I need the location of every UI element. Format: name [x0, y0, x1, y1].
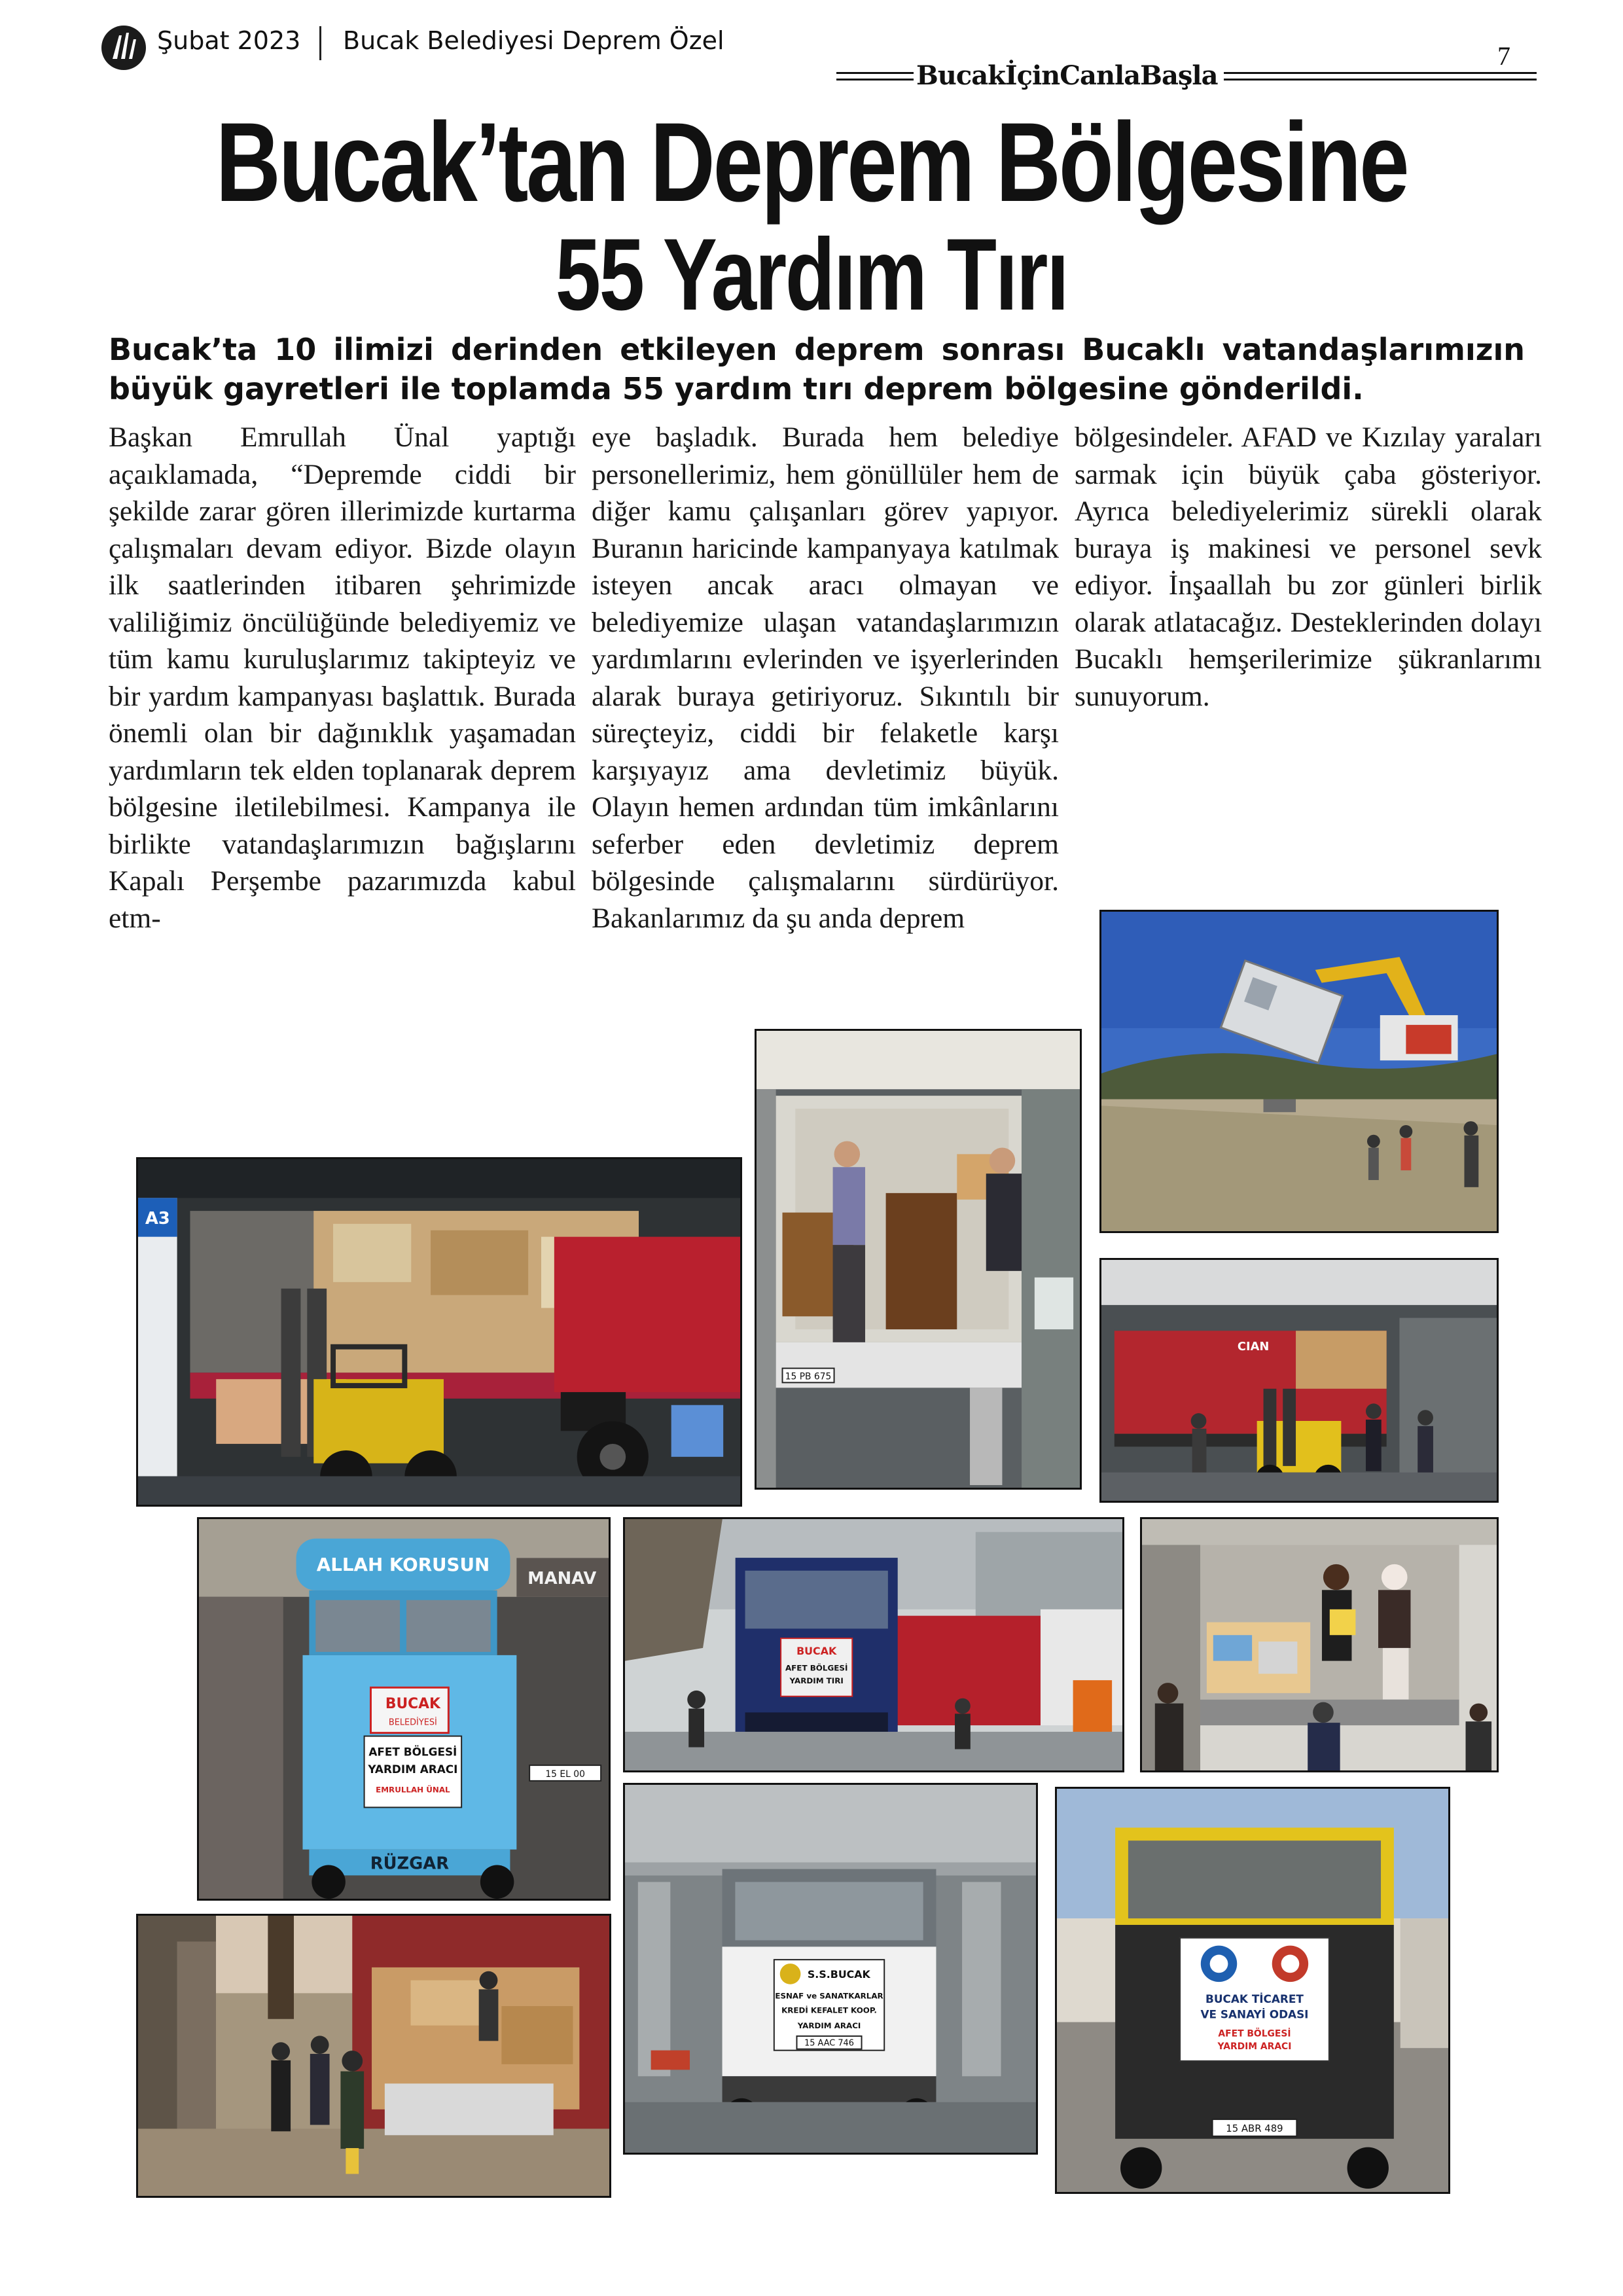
headline-line-2: 55 Yardım Tırı	[555, 218, 1068, 332]
photo-forklift-truck	[136, 1157, 742, 1507]
photo-cooperative-truck	[623, 1783, 1038, 2155]
photo-banner-text: AFET BÖLGESİ	[785, 1663, 848, 1673]
lead-paragraph: Bucak’ta 10 ilimizi derinden etkileyen deprem sonrası Bucaklı vatandaşlarımızın büyük gayretleri ile toplamda 55 yardım tırı deprem bölgesine gönderildi.	[109, 332, 1525, 406]
body-column-3: bölgesindeler. AFAD ve Kızılay yaraları sarmak için büyük çaba gösteriyor. Ayrıca belediyelerimiz sürekli olarak buraya iş makinesi ve personel sevk ediyor. İnşaallah bu zor günleri birlik olarak atlatacağız. Desteklerinden dolayı Bucaklı hemşerilerimize şükranlarımı sunuyorum.	[1075, 422, 1542, 712]
photo-banner-text: BUCAK	[385, 1696, 440, 1713]
photo-banner-text: ESNAF ve SANATKARLAR	[775, 1991, 883, 2001]
header-divider	[319, 26, 321, 60]
photo-banner-text: AFET BÖLGESİ	[1218, 2028, 1291, 2039]
photo-plate-text: 15 PB 675	[785, 1371, 832, 1382]
photo-plate-text: 15 EL 00	[545, 1768, 585, 1780]
photo-truck-loading-goods	[755, 1029, 1082, 1490]
municipality-logo	[99, 24, 148, 72]
photo-banner-text: EMRULLAH ÜNAL	[376, 1785, 450, 1795]
photo-red-truck-forklift	[1099, 1258, 1499, 1503]
photo-volunteers-unloading	[1140, 1517, 1499, 1772]
body-column-1: Başkan Emrullah Ünal yaptığı açaıklamada, “Depremde ciddi bir şekilde zarar gören illerimizde kurtarma çalışmaları devam ediyor. Bizde olayın ilk saatlerinden itibaren şehrimizde valiliğimiz öncülüğünde belediyemiz ve tüm kamu kuruluşlarımız takipteyiz ve bir yardım kampanyası başlattık. Burada önemli olan bir dağınıklık yaşamadan yardımların tek elden toplanarak deprem bölgesine iletilebilmesi. Kampanya ile birlikte vatandaşlarımızın bağışlarını Kapalı Perşembe pazarımızda kabul etm-	[109, 422, 576, 934]
header-rule	[1224, 72, 1537, 74]
photo-blue-truck-banner	[197, 1517, 611, 1901]
photo-banner-text: BELEDİYESİ	[388, 1717, 437, 1728]
photo-sign-text: MANAV	[527, 1568, 597, 1588]
photo-plate-text: 15 AAC 746	[804, 2038, 854, 2049]
photo-banner-text: YARDIM ARACI	[797, 2021, 861, 2031]
photo-truck-bottom-text: RÜZGAR	[370, 1854, 450, 1874]
photo-banner-text: YARDIM ARACI	[368, 1762, 458, 1776]
issue-section: Bucak Belediyesi Deprem Özel	[343, 26, 724, 55]
headline-line-1: Bucak’tan Deprem Bölgesine	[215, 99, 1408, 225]
body-column-2: eye başladık. Burada hem belediye personellerimiz, hem gönüllüler hem de diğer kamu çalışanları görev yapıyor. Buranın haricinde kampanyaya katılmak isteyen ancak aracı olmayan ve belediyemize ulaşan vatandaşlarımızın yardımlarını evlerinden ve işyerlerinden alarak buraya getiriyoruz. Sıkıntılı bir süreçteyiz, ciddi bir felaketle karşı karşıyayız ama devletimiz büyük. Olayın hemen ardından tüm imkânlarını seferber eden devletimiz deprem bölgesinde çalışmalarını sürdürüyor. Bakanlarımız da şu anda deprem	[592, 422, 1059, 934]
photo-crane-container	[1099, 910, 1499, 1233]
photo-banner-text: AFET BÖLGESİ	[368, 1745, 457, 1759]
photo-banner-text: YARDIM ARACI	[1217, 2041, 1292, 2053]
photo-banner-text: BUCAK	[796, 1644, 837, 1657]
photo-truck-top-text: ALLAH KORUSUN	[316, 1554, 490, 1576]
photo-logo-text: CIAN	[1237, 1340, 1270, 1354]
photo-plate-text: 15 ABR 489	[1226, 2122, 1283, 2134]
photo-banner-text: BUCAK TİCARET	[1205, 1992, 1304, 2005]
issue-date: Şubat 2023	[157, 26, 301, 55]
photo-sign-text: A3	[145, 1208, 170, 1229]
photo-banner-text: VE SANAYİ ODASI	[1200, 2007, 1309, 2021]
header-rule	[836, 72, 914, 74]
photo-yellow-truck-tso	[1055, 1787, 1450, 2194]
header-rule	[1224, 79, 1537, 81]
header-rule	[836, 79, 914, 81]
photo-banner-text: YARDIM TIRI	[789, 1676, 844, 1686]
header-slogan: BucakİçinCanlaBaşla	[916, 60, 1218, 91]
photo-street-loading	[136, 1914, 611, 2198]
page-number: 7	[1497, 41, 1510, 71]
photo-banner-text: KREDİ KEFALET KOOP.	[781, 2005, 877, 2015]
photo-banner-text: S.S.BUCAK	[807, 1967, 870, 1981]
photo-blue-tractor-truck	[623, 1517, 1124, 1772]
